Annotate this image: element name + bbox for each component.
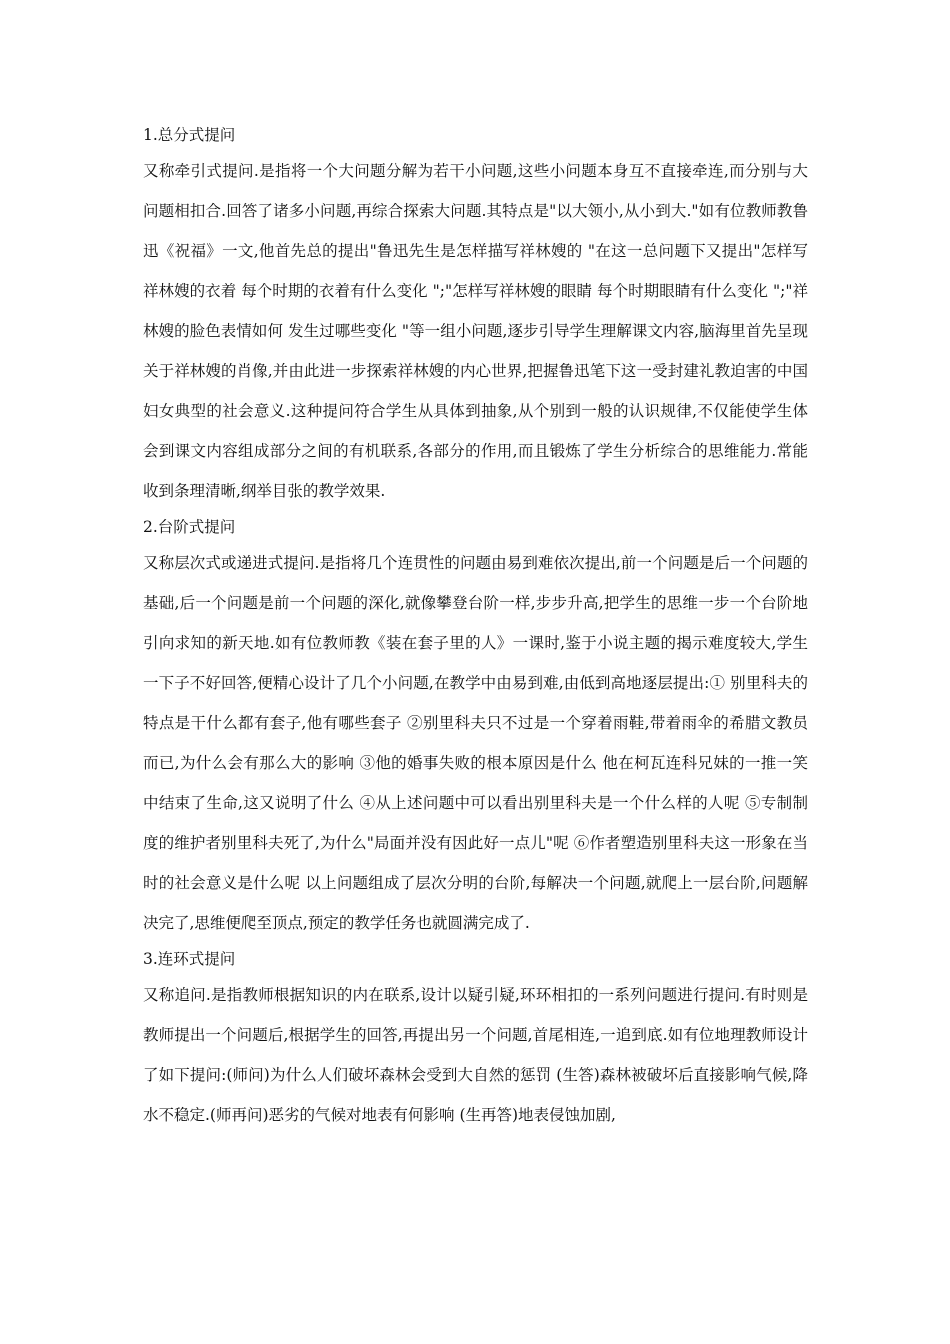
section-paragraph: 又称追问.是指教师根据知识的内在联系,设计以疑引疑,环环相扣的一系列问题进行提问.有时则是教师提出一个问题后,根据学生的回答,再提出另一个问题,首尾相连,一追到底.如有位地理教师设计了如下提问:(师问)为什么人们破坏森林会受到大自然的惩罚 (生答)森林被破坏后直接影响气候,降水不稳定.(师再问)恶劣的气候对地表有何影响 (生再答)地表侵蚀加剧, [143, 986, 808, 1124]
section-heading: 2.台阶式提问 [143, 518, 236, 536]
section-heading: 3.连环式提问 [143, 950, 236, 968]
section-taijieshi [143, 511, 808, 943]
section-zongfenshi [143, 119, 808, 511]
section-lianhuanshi [143, 943, 808, 1135]
section-heading: 1.总分式提问 [143, 126, 236, 144]
section-paragraph: 又称层次式或递进式提问.是指将几个连贯性的问题由易到难依次提出,前一个问题是后一个问题的基础,后一个问题是前一个问题的深化,就像攀登台阶一样,步步升高,把学生的思维一步一个台阶地引向求知的新天地.如有位教师教《装在套子里的人》一课时,鉴于小说主题的揭示难度较大,学生一下子不好回答,便精心设计了几个小问题,在教学中由易到难,由低到高地逐层提出:① 别里科夫的特点是干什么都有套子,他有哪些套子 ②别里科夫只不过是一个穿着雨鞋,带着雨伞的希腊文教员而已,为什么会有那么大的影响 ③他的婚事失败的根本原因是什么 他在柯瓦连科兄妹的一推一笑中结束了生命,这又说明了什么 ④从上述问题中可以看出别里科夫是一个什么样的人呢 ⑤专制制度的维护者别里科夫死了,为什么"局面并没有因此好一点儿"呢 ⑥作者塑造别里科夫这一形象在当时的社会意义是什么呢 以上问题组成了层次分明的台阶,每解决一个问题,就爬上一层台阶,问题解决完了,思维便爬至顶点,预定的教学任务也就圆满完成了. [143, 554, 808, 932]
section-paragraph: 又称牵引式提问.是指将一个大问题分解为若干小问题,这些小问题本身互不直接牵连,而分别与大问题相扣合.回答了诸多小问题,再综合探索大问题.其特点是"以大领小,从小到大."如有位教师教鲁迅《祝福》一文,他首先总的提出"鲁迅先生是怎样描写祥林嫂的 "在这一总问题下又提出"怎样写祥林嫂的衣着 每个时期的衣着有什么变化 ";"怎样写祥林嫂的眼睛 每个时期眼睛有什么变化 ";"祥林嫂的脸色表情如何 发生过哪些变化 "等一组小问题,逐步引导学生理解课文内容,脑海里首先呈现关于祥林嫂的肖像,并由此进一步探索祥林嫂的内心世界,把握鲁迅笔下这一受封建礼教迫害的中国妇女典型的社会意义.这种提问符合学生从具体到抽象,从个别到一般的认识规律,不仅能使学生体会到课文内容组成部分之间的有机联系,各部分的作用,而且锻炼了学生分析综合的思维能力.常能收到条理清晰,纲举目张的教学效果. [143, 162, 808, 500]
